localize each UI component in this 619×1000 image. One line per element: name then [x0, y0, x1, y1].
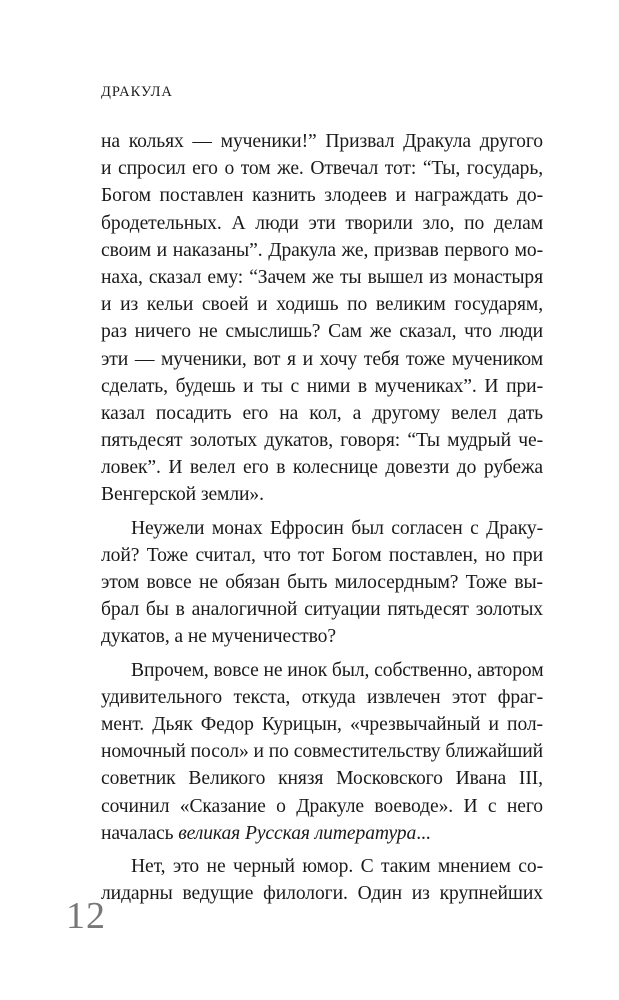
text-line: раз ничего не смыслишь? Сам же сказал, что люди [101, 321, 543, 343]
page-number: 12 [66, 895, 106, 937]
text-line: своим и наказаны”. Дракула же, призвав первого мо- [101, 239, 543, 261]
text-line: казал посадить его на кол, а другому велел дать [101, 402, 543, 424]
text-line: лой? Тоже считал, что тот Богом поставлен, но при [101, 544, 543, 566]
text-line: пятьдесят золотых дукатов, говоря: “Ты мудрый че- [101, 430, 543, 452]
text-line: Богом поставлен казнить злодеев и награждать до- [101, 185, 543, 207]
text-line: ловек”. И велел его в колеснице довезти до рубежа [101, 457, 543, 479]
text-line: этом вовсе не обязан быть милосердным? Тоже вы- [101, 572, 543, 593]
body-text [101, 128, 543, 907]
text-line: наха, сказал ему: “Зачем же ты вышел из монастыря [101, 266, 543, 288]
text-line: советник Великого князя Московского Ивана III, [101, 768, 543, 790]
paragraph-1 [101, 128, 543, 509]
text-line: Нет, это не черный юмор. С таким мнением со- [131, 855, 543, 877]
text-line: бродетельных. А люди эти творили зло, по делам [101, 212, 543, 234]
text-line: на кольях — мученики!” Призвал Дракула другого [101, 131, 543, 152]
text-line: сделать, будешь и ты с ними в мучениках”. И при- [101, 375, 543, 397]
text-line: Венгерской земли». [101, 484, 264, 506]
text-span: началась [101, 822, 179, 844]
emphasis-text: великая Русская литература [178, 822, 417, 844]
text-line: номочный посол» и по совместительству ближайший [101, 741, 543, 763]
paragraph-3 [101, 657, 543, 847]
paragraph-4 [101, 853, 543, 907]
text-line: лидарны ведущие филологи. Один из крупнейших [101, 883, 543, 905]
text-line: Впрочем, вовсе не инок был, собственно, автором [131, 659, 544, 681]
text-line [101, 820, 543, 847]
text-line: и спросил его о том же. Отвечал тот: “Ты, государь, [101, 158, 543, 180]
text-line: брал бы в аналогичной ситуации пятьдесят золотых [101, 599, 543, 621]
text-span: ... [416, 822, 431, 844]
text-line: эти — мученики, вот я и хочу тебя тоже мучеником [101, 348, 543, 370]
paragraph-2 [101, 515, 543, 651]
text-line: удивительного текста, откуда извлечен этот фраг- [101, 686, 543, 708]
text-line: сочинил «Сказание о Дракуле воеводе». И с него [101, 795, 543, 817]
text-line: мент. Дьяк Федор Курицын, «чрезвычайный и пол- [101, 713, 543, 735]
text-line: и из кельи своей и ходишь по великим государям, [101, 294, 543, 316]
text-line: дукатов, а не мученичество? [101, 626, 336, 648]
running-head: ДРАКУЛА [101, 84, 173, 100]
text-line: Неужели монах Ефросин был согласен с Драку- [131, 517, 543, 539]
